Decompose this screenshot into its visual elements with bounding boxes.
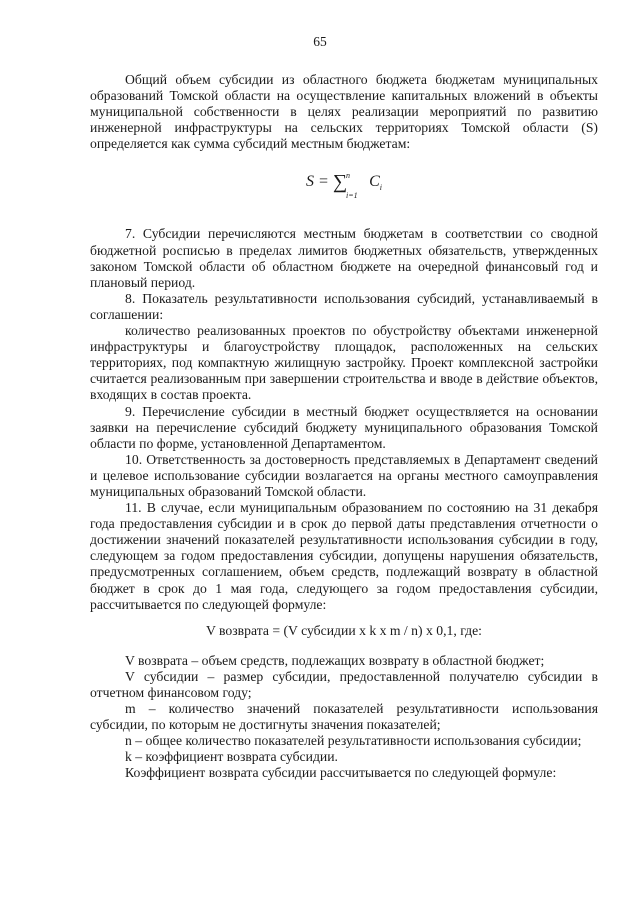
sum-upper-limit: n	[346, 171, 351, 181]
paragraph-11: 11. В случае, если муниципальным образованием по состоянию на 31 декабря года предоставления субсидии и в срок до первой даты представления отчетности о достижении значений показателей результативности использования субсидии в году, следующем за годом предоставления субсидии, допущены нарушения обязательств, предусмотренных соглашением, объем средств, подлежащий возврату в областной бюджет в срок до 1 мая года, следующего за годом предоставления субсидии, рассчитывается по следующей формуле:	[90, 500, 598, 612]
definition-n: n – общее количество показателей результативности использования субсидии;	[125, 733, 582, 749]
closing-paragraph: Коэффициент возврата субсидии рассчитывается по следующей формуле:	[125, 765, 557, 781]
sigma-symbol: ∑	[332, 171, 348, 194]
return-formula: V возврата = (V субсидии x k x m / n) x 0,1, где:	[206, 622, 482, 638]
document-body	[90, 72, 598, 782]
paragraph-8: 8. Показатель результативности использования субсидий, устанавливаемый в соглашении:	[90, 290, 598, 322]
definition-k: k – коэффициент возврата субсидии.	[125, 749, 338, 765]
definition-v-return: V возврата – объем средств, подлежащих возврату в областной бюджет;	[125, 652, 545, 668]
sum-term: C	[369, 173, 380, 191]
paragraph-7: 7. Субсидии перечисляются местным бюджетам в соответствии со сводной бюджетной росписью в пределах лимитов бюджетных обязательств, утвержденных законом Томской области об областном бюджете на очередной финансовый год и плановый период.	[90, 226, 598, 290]
intro-paragraph: Общий объем субсидии из областного бюджета бюджетам муниципальных образований Томской области на осуществление капитальных вложений в объекты муниципальной собственности в целях реализации мероприятий по развитию инженерной инфраструктуры на сельских территориях Томской области (S) определяется как сумма субсидий местным бюджетам:	[90, 72, 598, 152]
definition-v-subsidy: V субсидии – размер субсидии, предоставленной получателю субсидии в отчетном финансовом году;	[90, 668, 598, 700]
paragraph-10: 10. Ответственность за достоверность представляемых в Департамент сведений и целевое использование субсидии возлагается на органы местного самоуправления муниципальных образований Томской области.	[90, 451, 598, 499]
sum-formula-lhs: S =	[306, 173, 329, 191]
paragraph-9: 9. Перечисление субсидии в местный бюджет осуществляется на основании заявки на перечисление субсидий бюджету муниципального образования Томской области по форме, установленной Департаментом.	[90, 403, 598, 451]
definition-m: m – количество значений показателей результативности использования субсидии, по которым не достигнуты значения показателей;	[90, 701, 598, 733]
page-number: 65	[313, 34, 327, 49]
sum-formula	[90, 171, 598, 201]
sum-term-index: i	[379, 183, 382, 193]
sum-lower-limit: i=1	[346, 191, 358, 201]
paragraph-8-indicator: количество реализованных проектов по обустройству объектами инженерной инфраструктуры и благоустройству площадок, расположенных на сельских территориях, под компактную жилищную застройку. Проект комплексной застройки считается реализованным при завершении строительства и вводе в действие объектов, входящих в состав проекта.	[90, 323, 598, 403]
